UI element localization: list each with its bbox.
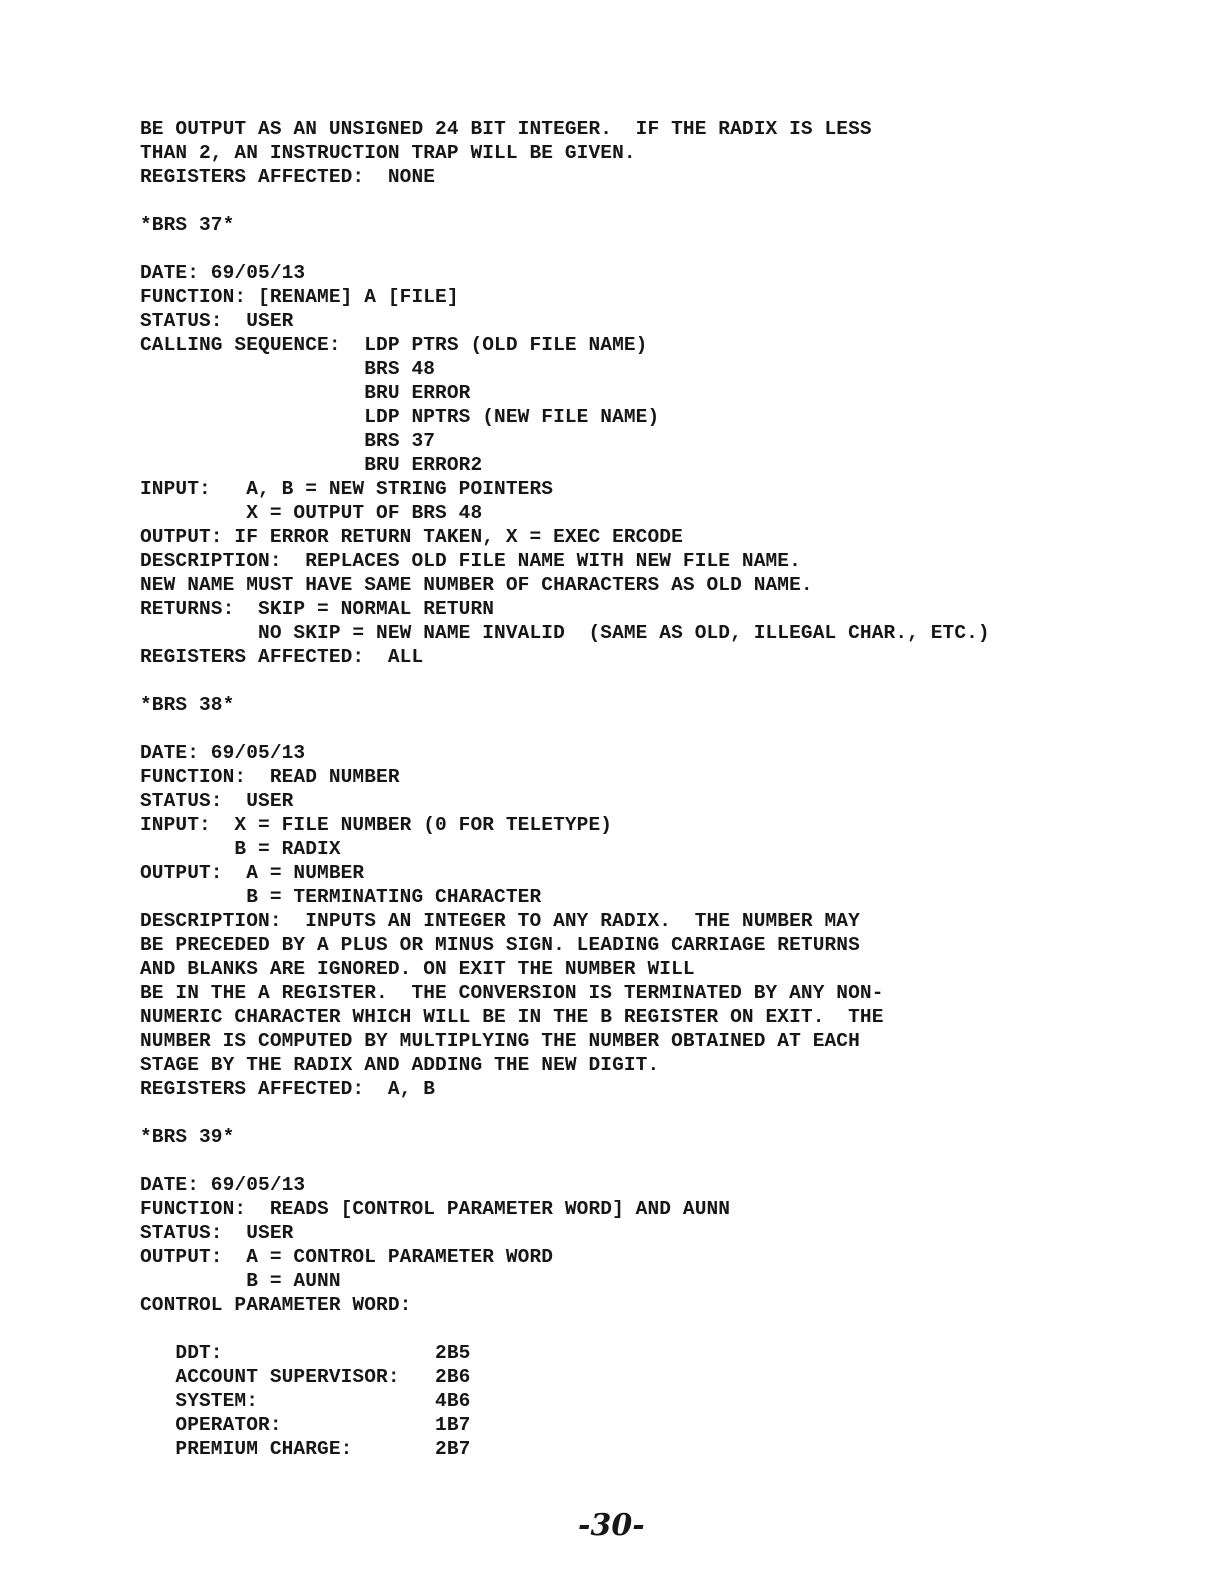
text-line: BE OUTPUT AS AN UNSIGNED 24 BIT INTEGER. IF THE RADIX IS LESS	[140, 118, 872, 140]
text-line: B = AUNN	[140, 1270, 341, 1292]
page-number: -30-	[578, 1508, 645, 1543]
text-line: OUTPUT: A = CONTROL PARAMETER WORD	[140, 1246, 554, 1268]
text-line: B = RADIX	[140, 838, 341, 860]
text-line: FUNCTION: READ NUMBER	[140, 766, 400, 788]
section-heading-brs-39: *BRS 39*	[140, 1126, 235, 1148]
blank-line	[140, 1317, 1220, 1341]
text-line: INPUT: A, B = NEW STRING POINTERS	[140, 478, 554, 500]
text-line: AND BLANKS ARE IGNORED. ON EXIT THE NUMBER WILL	[140, 958, 695, 980]
text-line: INPUT: X = FILE NUMBER (0 FOR TELETYPE)	[140, 814, 613, 836]
text-line: OUTPUT: A = NUMBER	[140, 862, 365, 884]
text-line: REGISTERS AFFECTED: ALL	[140, 646, 424, 668]
text-line: BE PRECEDED BY A PLUS OR MINUS SIGN. LEADING CARRIAGE RETURNS	[140, 934, 860, 956]
text-line: DESCRIPTION: REPLACES OLD FILE NAME WITH NEW FILE NAME.	[140, 550, 801, 572]
section-heading-brs-37: *BRS 37*	[140, 214, 235, 236]
text-line: DATE: 69/05/13	[140, 1174, 306, 1196]
blank-line	[140, 1149, 1220, 1173]
text-line: BRU ERROR2	[140, 454, 483, 476]
text-line: RETURNS: SKIP = NORMAL RETURN	[140, 598, 495, 620]
table-row: SYSTEM: 4B6	[140, 1390, 471, 1412]
text-line: NO SKIP = NEW NAME INVALID (SAME AS OLD, ILLEGAL CHAR., ETC.)	[140, 622, 990, 644]
text-line: B = TERMINATING CHARACTER	[140, 886, 542, 908]
text-line: STAGE BY THE RADIX AND ADDING THE NEW DIGIT.	[140, 1054, 660, 1076]
document-body	[140, 117, 1220, 1461]
text-line: NEW NAME MUST HAVE SAME NUMBER OF CHARACTERS AS OLD NAME.	[140, 574, 813, 596]
table-row: OPERATOR: 1B7	[140, 1414, 471, 1436]
text-line: BRS 37	[140, 430, 436, 452]
table-row: PREMIUM CHARGE: 2B7	[140, 1438, 471, 1460]
text-line: BRS 48	[140, 358, 436, 380]
text-line: BRU ERROR	[140, 382, 471, 404]
text-line: DESCRIPTION: INPUTS AN INTEGER TO ANY RADIX. THE NUMBER MAY	[140, 910, 860, 932]
text-line: NUMERIC CHARACTER WHICH WILL BE IN THE B REGISTER ON EXIT. THE	[140, 1006, 884, 1028]
table-row: ACCOUNT SUPERVISOR: 2B6	[140, 1366, 471, 1388]
blank-line	[140, 189, 1220, 213]
text-line: LDP NPTRS (NEW FILE NAME)	[140, 406, 660, 428]
text-line: THAN 2, AN INSTRUCTION TRAP WILL BE GIVEN.	[140, 142, 636, 164]
blank-line	[140, 669, 1220, 693]
text-line: X = OUTPUT OF BRS 48	[140, 502, 483, 524]
section-heading-brs-38: *BRS 38*	[140, 694, 235, 716]
text-line: CONTROL PARAMETER WORD:	[140, 1294, 412, 1316]
blank-line	[140, 1101, 1220, 1125]
text-line: FUNCTION: READS [CONTROL PARAMETER WORD] AND AUNN	[140, 1198, 731, 1220]
text-line: REGISTERS AFFECTED: NONE	[140, 166, 436, 188]
blank-line	[140, 717, 1220, 741]
text-line: DATE: 69/05/13	[140, 262, 306, 284]
text-line: STATUS: USER	[140, 1222, 294, 1244]
text-line: DATE: 69/05/13	[140, 742, 306, 764]
blank-line	[140, 237, 1220, 261]
text-line: OUTPUT: IF ERROR RETURN TAKEN, X = EXEC ERCODE	[140, 526, 683, 548]
text-line: CALLING SEQUENCE: LDP PTRS (OLD FILE NAME)	[140, 334, 648, 356]
text-line: FUNCTION: [RENAME] A [FILE]	[140, 286, 459, 308]
text-line: BE IN THE A REGISTER. THE CONVERSION IS TERMINATED BY ANY NON-	[140, 982, 884, 1004]
text-line: STATUS: USER	[140, 310, 294, 332]
table-row: DDT: 2B5	[140, 1342, 471, 1364]
text-line: REGISTERS AFFECTED: A, B	[140, 1078, 436, 1100]
text-line: STATUS: USER	[140, 790, 294, 812]
text-line: NUMBER IS COMPUTED BY MULTIPLYING THE NUMBER OBTAINED AT EACH	[140, 1030, 860, 1052]
